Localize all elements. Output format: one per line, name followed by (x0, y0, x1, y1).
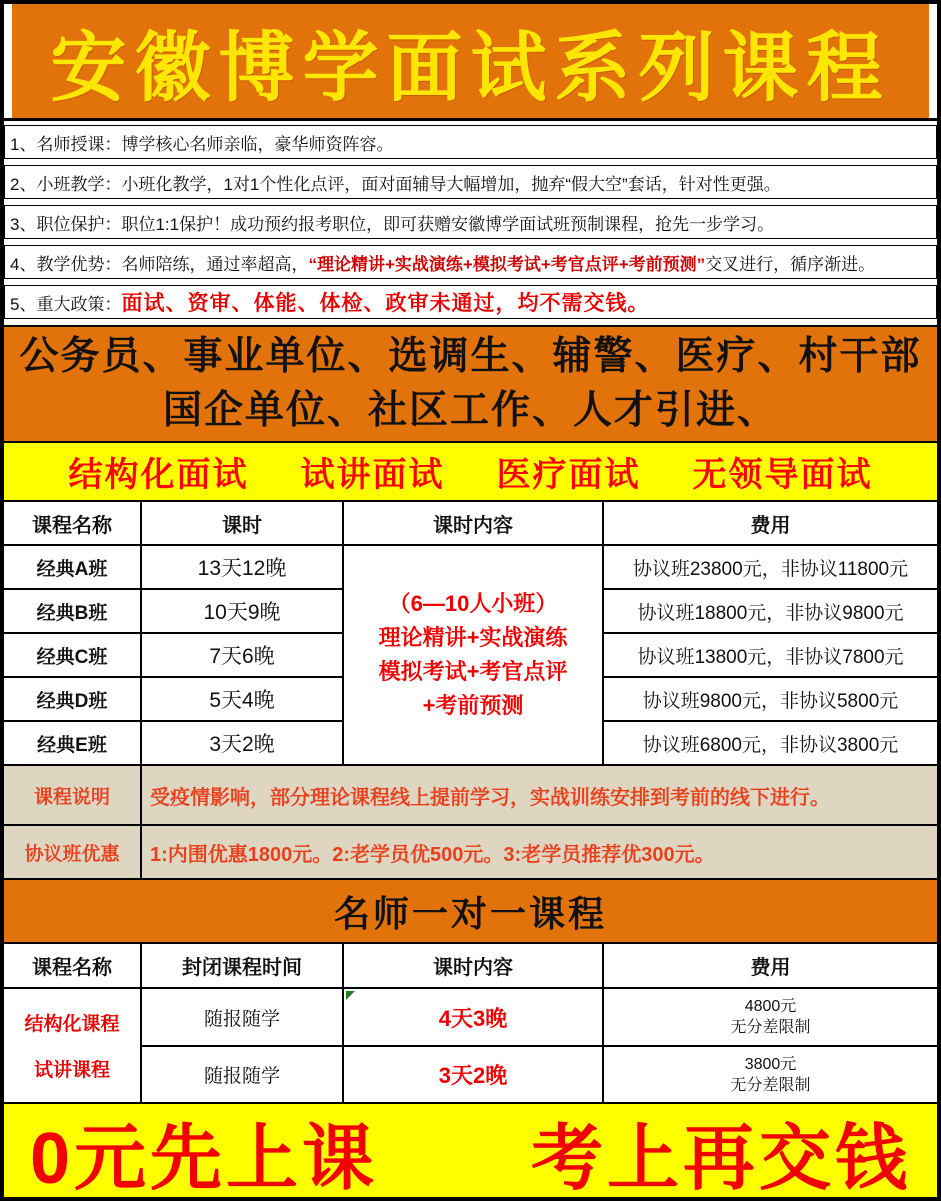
course-hours: 3天2晚 (344, 1047, 604, 1104)
content-line: 理论精讲+实战演练 (378, 625, 568, 650)
fee-condition: 无分差限制 (730, 1076, 811, 1094)
course-hours: 5天4晚 (142, 678, 344, 722)
course-fee (604, 989, 937, 1047)
course-name: 经典E班 (4, 722, 142, 766)
one-on-one-table (4, 944, 937, 1104)
course-hours: 3天2晚 (142, 722, 344, 766)
course-name: 经典A班 (4, 546, 142, 590)
course-time: 随报随学 (142, 989, 344, 1047)
course-fee: 协议班13800元，非协议7800元 (604, 634, 937, 678)
content-line: （6—10人小班） (388, 591, 558, 616)
note-text: 职位1:1保护！成功预约报考职位，即可获赠安徽博学面试班预制课程，抢先一步学习。 (121, 214, 775, 234)
fee-amount: 3800元 (744, 1055, 797, 1073)
note-text: 名师陪练，通过率超高， (121, 254, 309, 274)
column-header: 费用 (604, 944, 937, 989)
notes-section (4, 121, 937, 319)
note-label: 3、职位保护： (10, 214, 122, 234)
footer-slogan-right: 考上再交钱 (530, 1118, 911, 1199)
interview-type: 无领导面试 (692, 456, 873, 494)
course-category: 结构化课程 (24, 1013, 120, 1035)
note-text: 交叉进行，循序渐进。 (705, 254, 876, 274)
note-highlight: “理论精讲+实战演练+模拟考试+考官点评+考前预测” (308, 254, 706, 274)
course-name: 经典D班 (4, 678, 142, 722)
course-time: 随报随学 (142, 1047, 344, 1104)
column-header: 课程名称 (4, 502, 142, 546)
fee-condition: 无分差限制 (730, 1019, 811, 1036)
jobs-banner (4, 325, 937, 443)
interview-type: 医疗面试 (496, 456, 641, 494)
course-fee: 协议班18800元，非协议9800元 (604, 590, 937, 634)
note-row-4 (4, 245, 937, 279)
course-fee: 协议班9800元，非协议5800元 (604, 678, 937, 722)
course-name: 经典B班 (4, 590, 142, 634)
course-hours: 4天3晚 (344, 989, 604, 1047)
course-hours: 13天12晚 (142, 546, 344, 590)
interview-type: 结构化面试 (68, 456, 249, 494)
interview-type: 试讲面试 (300, 456, 445, 494)
note-label: 4、教学优势： (10, 254, 122, 274)
column-header: 封闭课程时间 (142, 944, 344, 989)
content-line: 模拟考试+考官点评 (378, 659, 568, 684)
cell-corner-marker-icon (346, 991, 355, 1000)
fee-amount: 4800元 (744, 998, 797, 1015)
course-table (4, 502, 937, 766)
course-content-cell (344, 546, 604, 766)
one-on-one-banner: 名师一对一课程 (4, 880, 937, 944)
note-text: 小班化教学，1对1个性化点评，面对面辅导大幅增加，抛弃“假大空”套话，针对性更强。 (121, 174, 781, 194)
note-row-5 (4, 285, 937, 319)
course-note-row (4, 766, 937, 826)
course-category: 试讲课程 (33, 1060, 110, 1082)
column-header: 费用 (604, 502, 937, 546)
column-header: 课时内容 (344, 502, 604, 546)
title-banner (12, 4, 929, 118)
discount-text: 1:内围优惠1800元。2:老学员优500元。3:老学员推荐优300元。 (150, 843, 715, 866)
discount-label: 协议班优惠 (4, 826, 142, 878)
interview-types-bar (4, 443, 937, 502)
discount-row (4, 826, 937, 880)
note-row-1 (4, 125, 937, 159)
note-row-2 (4, 165, 937, 199)
footer-slogan-left: 0元先上课 (30, 1118, 379, 1199)
course-note-text: 受疫情影响，部分理论课程线上提前学习，实战训练安排到考前的线下进行。 (150, 786, 830, 809)
course-hours: 7天6晚 (142, 634, 344, 678)
jobs-line-1: 公务员、事业单位、选调生、辅警、医疗、村干部 (19, 335, 922, 378)
course-fee: 协议班6800元，非协议3800元 (604, 722, 937, 766)
footer-slogan-bar (4, 1104, 937, 1199)
page-title: 安徽博学面试系列课程 (50, 25, 891, 111)
column-header: 课程名称 (4, 944, 142, 989)
note-row-3 (4, 205, 937, 239)
course-category-cell (4, 989, 142, 1104)
course-fee (604, 1047, 937, 1104)
course-hours: 10天9晚 (142, 590, 344, 634)
jobs-line-2: 国企单位、社区工作、人才引进、 (162, 389, 778, 432)
column-header: 课时内容 (344, 944, 604, 989)
note-label: 2、小班教学： (10, 174, 122, 194)
note-highlight: 面试、资审、体能、体检、政审未通过，均不需交钱。 (121, 292, 650, 315)
note-text: 博学核心名师亲临，豪华师资阵容。 (121, 134, 394, 154)
course-note-label: 课程说明 (4, 766, 142, 824)
note-label: 5、重大政策： (10, 294, 122, 314)
note-label: 1、名师授课： (10, 134, 122, 154)
course-fee: 协议班23800元，非协议11800元 (604, 546, 937, 590)
content-line: +考前预测 (422, 693, 524, 718)
course-name: 经典C班 (4, 634, 142, 678)
column-header: 课时 (142, 502, 344, 546)
